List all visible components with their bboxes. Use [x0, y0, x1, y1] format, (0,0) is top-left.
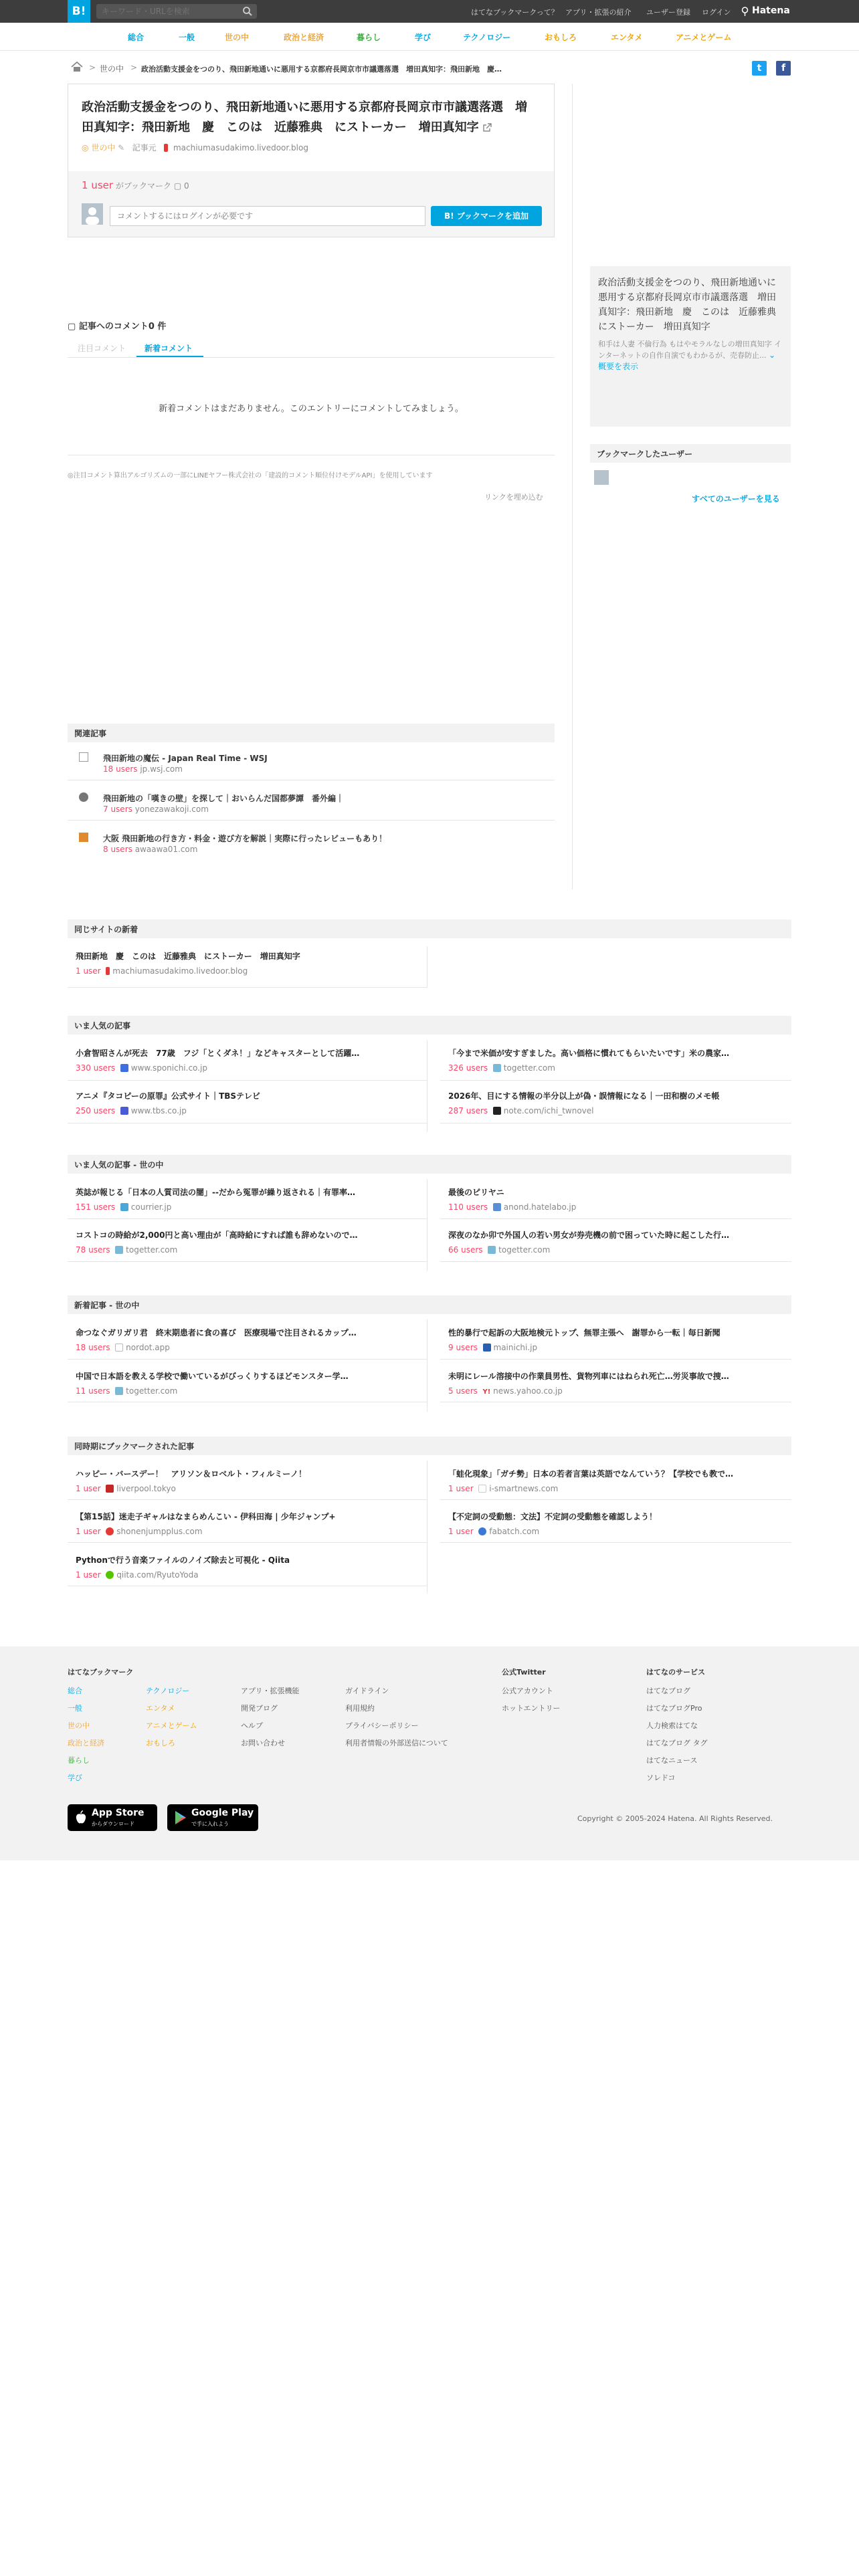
item-domain: anond.hatelabo.jp: [503, 1202, 577, 1212]
divider: [440, 1499, 791, 1500]
footer-link[interactable]: ソレドコ: [646, 1774, 676, 1782]
search-icon[interactable]: [242, 6, 253, 17]
breadcrumb-title: 政治活動支援金をつのり、飛田新地通いに悪用する京都府長岡京市市議選落選 増田真知字：飛田新地 慶…: [141, 65, 502, 74]
user-count: 1 user がブックマーク ▢ 0: [82, 179, 189, 191]
item-domain: courrier.jp: [130, 1202, 172, 1212]
site-favicon-icon: [120, 1107, 128, 1115]
footer-link[interactable]: 開発ブログ: [241, 1704, 278, 1713]
chevron-right-icon: >: [130, 63, 138, 72]
item-domain: nordot.app: [126, 1343, 170, 1352]
category-technology[interactable]: テクノロジー: [463, 33, 511, 42]
new-world-section-title: 新着記事 - 世の中: [68, 1295, 791, 1314]
column-divider: [572, 84, 573, 889]
avatar: [82, 203, 103, 225]
site-icon: [79, 833, 88, 842]
item-domain: note.com/ichi_twnovel: [503, 1106, 594, 1115]
same-site-section-title: 同じサイトの新着: [68, 920, 791, 938]
apple-icon: [74, 1810, 88, 1825]
top-bar: [0, 0, 859, 23]
comment-algorithm-notice: ◎注目コメント算出アルゴリズムの一部にLINEヤフー株式会社の「建設的コメント順位付けモデルAPI」を使用しています: [68, 472, 433, 479]
same-time-item-title[interactable]: 【第15話】迷走子ギャルはなまらめんこい - 伊科田海 | 少年ジャンプ+: [76, 1512, 336, 1521]
divider: [440, 1218, 791, 1219]
site-favicon-icon: [106, 1485, 114, 1493]
entry-category-link[interactable]: 世の中: [91, 143, 116, 152]
hatena-bookmark-logo[interactable]: B!: [68, 0, 90, 23]
footer-link[interactable]: はてなブログ: [646, 1687, 690, 1695]
all-users-link[interactable]: すべてのユーザーを見る: [692, 494, 780, 504]
comments-title: ▢ 記事へのコメント0 件: [68, 322, 167, 332]
tab-popular-comments[interactable]: 注目コメント: [78, 344, 126, 353]
avatar[interactable]: [594, 470, 609, 485]
popular-item-title[interactable]: 2026年、目にする情報の半分以上が偽・誤情報になる｜一田和樹のメモ帳: [448, 1091, 720, 1101]
item-users[interactable]: 9 users: [448, 1343, 478, 1352]
app-store-button[interactable]: App Store からダウンロード: [68, 1804, 157, 1831]
related-item-domain: awaawa01.com: [134, 845, 198, 854]
embed-link[interactable]: リンクを埋め込む: [484, 493, 543, 502]
footer-link[interactable]: はてなニュース: [646, 1756, 698, 1765]
home-icon[interactable]: [71, 62, 83, 72]
popular-section-title: いま人気の記事: [68, 1016, 791, 1035]
item-domain: shonenjumpplus.com: [116, 1527, 203, 1536]
footer-link[interactable]: 世の中: [68, 1721, 90, 1730]
category-anime-game[interactable]: アニメとゲーム: [676, 33, 732, 42]
item-domain: www.tbs.co.jp: [130, 1106, 187, 1115]
site-favicon-icon: [483, 1344, 491, 1352]
site-favicon-icon: [106, 967, 110, 975]
related-item-domain: jp.wsj.com: [140, 764, 183, 774]
divider: [68, 1261, 427, 1262]
divider: [68, 1080, 427, 1081]
site-favicon-icon: [488, 1246, 496, 1254]
footer-link[interactable]: はてなブログ タグ: [646, 1739, 708, 1747]
item-domain: fabatch.com: [489, 1527, 540, 1536]
same-time-item-title[interactable]: 「蛙化現象」「ガチ勢」日本の若者言葉は英語でなんていう？【学校でも教で…: [448, 1469, 734, 1479]
divider: [68, 1359, 427, 1360]
footer-bookmark-title: はてなブックマーク: [68, 1668, 134, 1677]
yahoo-icon: Y!: [482, 1388, 491, 1396]
category-general[interactable]: 一般: [179, 33, 195, 42]
category-politics[interactable]: 政治と経済: [284, 33, 324, 42]
site-favicon-icon: [115, 1387, 123, 1395]
user-count-link[interactable]: 1 user: [82, 179, 114, 191]
same-time-item-title[interactable]: Pythonで行う音楽ファイルのノイズ除去と可視化 - Qiita: [76, 1555, 290, 1565]
footer-link[interactable]: 公式アカウント: [502, 1687, 553, 1695]
category-fun[interactable]: おもしろ: [545, 33, 577, 42]
related-item-title[interactable]: 飛田新地の「嘆きの壁」を探して｜おいらんだ国都夢譚 番外編｜: [103, 794, 345, 803]
site-favicon-icon: [478, 1485, 486, 1493]
category-all[interactable]: 総合: [128, 33, 145, 42]
footer-link[interactable]: 総合: [68, 1687, 82, 1695]
entry-domain-link[interactable]: machiumasudakimo.livedoor.blog: [173, 143, 308, 152]
site-favicon-icon: [493, 1203, 501, 1211]
divider: [68, 820, 555, 821]
external-link-icon: [483, 123, 492, 132]
item-users[interactable]: 250 users: [76, 1106, 116, 1115]
site-favicon-icon: [106, 1527, 114, 1535]
comment-icon: ▢: [173, 181, 182, 191]
divider: [440, 1261, 791, 1262]
site-favicon-icon: [120, 1203, 128, 1211]
new-world-item-title[interactable]: 未明にレール溶接中の作業員男性、貨物列車にはねられ死亡…労災事故で捜…: [448, 1372, 729, 1381]
item-users[interactable]: 66 users: [448, 1245, 483, 1255]
footer-link[interactable]: お問い合わせ: [241, 1739, 285, 1747]
popular-world-section-title: いま人気の記事 - 世の中: [68, 1155, 791, 1174]
footer-link[interactable]: テクノロジー: [146, 1687, 190, 1695]
new-world-item-title[interactable]: 命つなぐガリガリ君 終末期患者に食の喜び 医療現場で注目されるカップ…: [76, 1328, 357, 1337]
item-users[interactable]: 287 users: [448, 1106, 488, 1115]
footer-link[interactable]: ヘルプ: [241, 1721, 263, 1730]
show-summary-link[interactable]: ⌄ 概要を表示: [598, 350, 776, 371]
footer-link[interactable]: アプリ・拡張機能: [241, 1687, 300, 1695]
item-users[interactable]: 326 users: [448, 1063, 488, 1073]
footer-link[interactable]: プライバシーポリシー: [345, 1721, 419, 1730]
chevron-right-icon: >: [89, 63, 96, 72]
related-item-title[interactable]: 大阪 飛田新地の行き方・料金・遊び方を解説｜実際に行ったレビューもあり！: [103, 834, 387, 843]
item-users[interactable]: 1 user: [448, 1527, 474, 1536]
same-time-item-title[interactable]: 【不定詞の受動態：文法】不定詞の受動態を確認しよう！: [448, 1512, 658, 1521]
footer-link[interactable]: 暮らし: [68, 1756, 90, 1765]
twitter-share-icon[interactable]: t: [752, 61, 767, 76]
site-favicon-icon: [493, 1064, 501, 1072]
document-icon: [79, 752, 88, 762]
google-play-icon: [174, 1810, 187, 1825]
divider: [68, 1542, 427, 1543]
item-domain: liverpool.tokyo: [116, 1484, 176, 1493]
same-site-item-title[interactable]: 飛田新地 慶 このは 近藤雅典 にストーカー 増田真知字: [76, 952, 300, 961]
site-favicon-icon: [115, 1344, 123, 1352]
item-users[interactable]: 18 users: [76, 1343, 110, 1352]
add-bookmark-button[interactable]: B! ブックマークを追加: [431, 206, 542, 226]
item-domain: togetter.com: [126, 1245, 178, 1255]
site-favicon-icon: [493, 1107, 501, 1115]
google-play-button[interactable]: Google Play で手に入れよう: [167, 1804, 258, 1831]
search-input[interactable]: [96, 4, 257, 19]
world-item-title[interactable]: コストコの時給が2,000円と高い理由が「高時給にすれば誰も辞めないので…: [76, 1230, 358, 1240]
footer-link[interactable]: 学び: [68, 1774, 82, 1782]
item-domain: news.yahoo.co.jp: [493, 1386, 563, 1396]
tab-new-comments[interactable]: 新着コメント: [145, 344, 193, 353]
category-learning[interactable]: 学び: [415, 33, 432, 42]
site-favicon-icon: [478, 1527, 486, 1535]
popular-item-title[interactable]: アニメ『タコピーの原罪』公式サイト｜TBSテレビ: [76, 1091, 260, 1101]
footer-link[interactable]: 利用者情報の外部送信について: [345, 1739, 448, 1747]
breadcrumb: [68, 60, 791, 75]
item-users[interactable]: 1 user: [76, 966, 101, 976]
footer-link[interactable]: 政治と経済: [68, 1739, 104, 1747]
footer-link[interactable]: ホットエントリー: [502, 1704, 561, 1713]
site-icon: [79, 792, 88, 802]
same-time-section-title: 同時期にブックマークされた記事: [68, 1436, 791, 1455]
footer-link[interactable]: アニメとゲーム: [146, 1721, 197, 1730]
footer-link[interactable]: はてなブログPro: [646, 1704, 702, 1713]
divider: [440, 1080, 791, 1081]
entry-title[interactable]: 政治活動支援金をつのり、飛田新地通いに悪用する京都府長岡京市市議選落選 増田真知字：飛田新地 慶 このは 近藤雅典 にストーカー 増田真知字: [82, 100, 527, 134]
item-domain: machiumasudakimo.livedoor.blog: [112, 966, 248, 976]
hatena-logo[interactable]: Hatena: [752, 5, 790, 16]
related-item-domain: yonezawakoji.com: [134, 804, 209, 814]
divider: [440, 1542, 791, 1543]
divider: [68, 1218, 427, 1219]
related-item-users[interactable]: 7 users: [103, 804, 132, 814]
item-domain: www.sponichi.co.jp: [130, 1063, 207, 1073]
item-users[interactable]: 78 users: [76, 1245, 110, 1255]
world-item-title[interactable]: 英誌が報じる「日本の人質司法の闇」--だから冤罪が繰り返される｜有罪率…: [76, 1188, 355, 1197]
site-favicon-icon: [164, 144, 168, 152]
category-nav: [0, 23, 859, 51]
copyright: Copyright © 2005-2024 Hatena. All Rights Reserved.: [577, 1814, 773, 1823]
footer-link[interactable]: 一般: [68, 1704, 82, 1713]
about-link[interactable]: はてなブックマークって？: [471, 8, 559, 17]
user-silhouette-icon: [82, 203, 103, 225]
entry-meta: [82, 142, 308, 153]
comment-icon: ▢: [68, 322, 79, 332]
signup-link[interactable]: ユーザー登録: [646, 8, 690, 17]
item-domain: togetter.com: [126, 1386, 178, 1396]
footer-twitter-title: 公式Twitter: [502, 1668, 546, 1677]
related-item-title[interactable]: 飛田新地の魔伝 - Japan Real Time - WSJ: [103, 754, 268, 763]
breadcrumb-category[interactable]: 世の中: [100, 64, 124, 74]
item-users[interactable]: 330 users: [76, 1063, 116, 1073]
item-users[interactable]: 110 users: [448, 1202, 488, 1212]
footer-link[interactable]: ガイドライン: [345, 1687, 389, 1695]
bookmark-users-title: ブックマークしたユーザー: [590, 444, 791, 463]
related-item-users[interactable]: 8 users: [103, 845, 132, 854]
item-users[interactable]: 151 users: [76, 1202, 116, 1212]
footer-services-title: はてなのサービス: [646, 1668, 705, 1677]
item-users[interactable]: 5 users: [448, 1386, 478, 1396]
world-item-title[interactable]: 最後のピリヤニ: [448, 1188, 504, 1197]
item-domain: togetter.com: [503, 1063, 555, 1073]
world-item-title[interactable]: 深夜のなか卯で外国人の若い男女が券売機の前で困っていた時に起こした行…: [448, 1230, 730, 1240]
category-entertainment[interactable]: エンタメ: [611, 33, 643, 42]
site-favicon-icon: [120, 1064, 128, 1072]
item-domain: mainichi.jp: [493, 1343, 538, 1352]
item-domain: i-smartnews.com: [489, 1484, 559, 1493]
site-favicon-icon: [115, 1246, 123, 1254]
summary-text: 政治活動支援金をつのり、飛田新地通いに悪用する京都府長岡京市市議選落選 増田真知字：飛田新地 慶 このは 近藤雅典 にストーカー 増田真知字: [598, 278, 785, 332]
item-users[interactable]: 1 user: [76, 1484, 101, 1493]
popular-item-title[interactable]: 「今まで米価が安すぎました。高い価格に慣れてもらいたいです」米の農家…: [448, 1049, 730, 1058]
world-icon: ◎: [82, 143, 89, 152]
category-life[interactable]: 暮らし: [357, 33, 381, 42]
source-label: 記事元: [132, 143, 157, 152]
divider: [68, 987, 427, 988]
same-time-item-title[interactable]: ハッピー・バースデー！ アリソン＆ロベルト・フィルミーノ！: [76, 1469, 307, 1479]
apps-link[interactable]: アプリ・拡張の紹介: [565, 8, 632, 17]
no-comments-message: 新着コメントはまだありません。このエントリーにコメントしてみましょう。: [159, 404, 464, 414]
new-world-item-title[interactable]: 性的暴行で起訴の大阪地検元トップ、無罪主張へ 謝罪から一転｜毎日新聞: [448, 1328, 721, 1337]
site-favicon-icon: [106, 1571, 114, 1579]
item-users[interactable]: 1 user: [76, 1527, 101, 1536]
divider: [68, 357, 555, 358]
footer-link[interactable]: 人力検索はてな: [646, 1721, 698, 1730]
item-users[interactable]: 1 user: [76, 1570, 101, 1580]
divider: [440, 1359, 791, 1360]
hatena-pin-icon: [741, 7, 749, 16]
login-link[interactable]: ログイン: [702, 8, 731, 17]
footer-link[interactable]: 利用規約: [345, 1704, 375, 1713]
item-domain: qiita.com/RyutoYoda: [116, 1570, 199, 1580]
pencil-icon: ✎: [118, 143, 125, 152]
summary-excerpt: 和手は人妻 不倫行為 もはやモラルなしの増田真知字 インターネットの自作自演でもわかるが、売春防止... ⌄ 概要を表示: [598, 340, 782, 371]
new-world-item-title[interactable]: 中国で日本語を教える学校で働いているがびっくりするほどモンスター学…: [76, 1372, 349, 1381]
comment-count: 0: [184, 181, 189, 191]
footer-link[interactable]: エンタメ: [146, 1704, 175, 1713]
popular-item-title[interactable]: 小倉智昭さんが死去 77歳 フジ「とくダネ！」などキャスターとして活躍…: [76, 1049, 360, 1058]
related-section-title: 関連記事: [68, 724, 555, 742]
item-users[interactable]: 11 users: [76, 1386, 110, 1396]
divider: [68, 1499, 427, 1500]
comment-input[interactable]: [110, 206, 425, 226]
item-users[interactable]: 1 user: [448, 1484, 474, 1493]
summary-box: [590, 266, 791, 427]
category-world[interactable]: 世の中: [225, 33, 250, 42]
footer-link[interactable]: おもしろ: [146, 1739, 175, 1747]
related-item-users[interactable]: 18 users: [103, 764, 138, 774]
facebook-share-icon[interactable]: f: [776, 61, 791, 76]
item-domain: togetter.com: [498, 1245, 551, 1255]
entry-box: [68, 84, 555, 237]
